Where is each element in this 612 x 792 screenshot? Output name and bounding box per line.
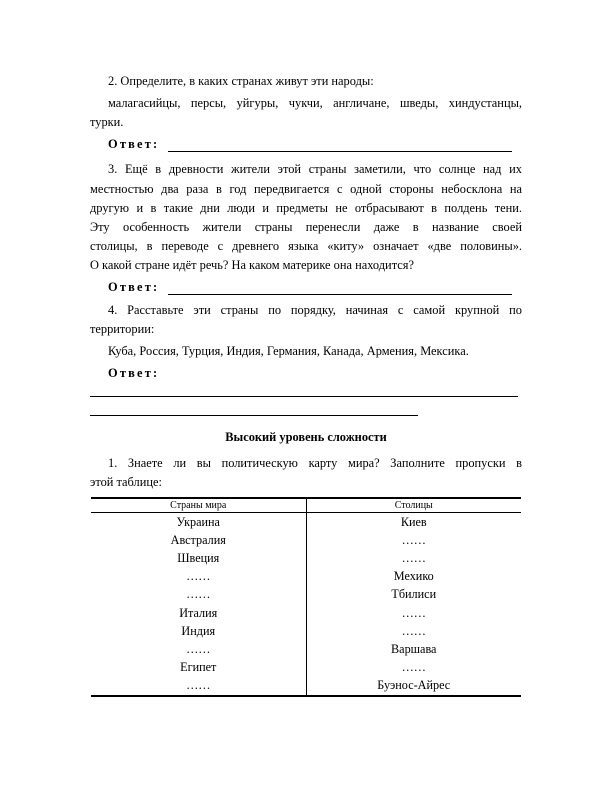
q3-line-6: О какой стране идёт речь? На каком материке она находится? — [90, 258, 414, 272]
country-cell: Швеция — [91, 549, 306, 567]
table-header-row — [91, 498, 521, 513]
table-row — [91, 549, 521, 567]
capital-cell[interactable]: …… — [401, 623, 426, 638]
q3-answer-label: Ответ: — [108, 280, 160, 294]
section-title: Высокий уровень сложности — [225, 430, 387, 444]
q4-answer-line-1[interactable] — [90, 396, 518, 397]
q4-line-1: 4. Расставьте эти страны по порядку, начиная с самой крупной по — [108, 303, 522, 317]
capital-cell[interactable]: …… — [401, 605, 426, 620]
table-row — [91, 604, 521, 622]
country-cell[interactable]: …… — [91, 677, 306, 696]
table-row — [91, 531, 521, 549]
capital-cell[interactable]: …… — [401, 532, 426, 547]
q2-peoples-list-end: турки. — [90, 115, 124, 129]
capital-cell: Мехико — [393, 569, 434, 584]
capital-cell[interactable]: …… — [401, 660, 426, 675]
q3-line-5: столицы, в переводе с древнего языка «киту» означает «две половины». — [90, 239, 522, 253]
capitals-table — [91, 497, 521, 697]
country-cell: Италия — [91, 604, 306, 622]
q1-line-1: 1. Знаете ли вы политическую карту мира? Заполните пропуски в — [108, 456, 522, 470]
header-capitals: Столицы — [306, 498, 521, 513]
q1-line-2: этой таблице: — [90, 475, 162, 489]
q4-countries-list: Куба, Россия, Турция, Индия, Германия, Канада, Армения, Мексика. — [108, 344, 469, 358]
q3-line-1: 3. Ещё в древности жители этой страны заметили, что солнце над их — [108, 162, 522, 176]
capital-cell: Тбилиси — [391, 587, 437, 602]
q2-answer-line[interactable] — [168, 151, 512, 152]
q2-peoples-list: малагасийцы, персы, уйгуры, чукчи, англичане, шведы, хиндустанцы, — [108, 96, 522, 110]
table-row — [91, 513, 521, 532]
q4-answer-label: Ответ: — [108, 366, 160, 380]
capital-cell: Варшава — [391, 641, 437, 656]
capital-cell: Буэнос-Айрес — [377, 678, 451, 693]
table-row — [91, 659, 521, 677]
table-row — [91, 677, 521, 696]
capital-cell: Киев — [400, 514, 427, 529]
country-cell[interactable]: …… — [91, 586, 306, 604]
q2-answer-label: Ответ: — [108, 137, 160, 151]
country-cell: Египет — [91, 659, 306, 677]
country-cell: Индия — [91, 622, 306, 640]
q4-answer-line-2[interactable] — [90, 415, 418, 416]
q4-line-2: территории: — [90, 322, 155, 336]
q2-title: 2. Определите, в каких странах живут эти народы: — [108, 74, 374, 88]
q3-line-2: местностью два раза в год передвигается с одной стороны небосклона на — [90, 182, 522, 196]
table-row — [91, 640, 521, 658]
q3-line-3: другую и в такие дни люди и предметы не отбрасывают в полдень тени. — [90, 201, 522, 215]
country-cell[interactable]: …… — [91, 568, 306, 586]
country-cell[interactable]: …… — [91, 640, 306, 658]
table-row — [91, 568, 521, 586]
q3-line-4: Эту особенность жители страны перенесли даже в название своей — [90, 220, 522, 234]
q3-answer-line[interactable] — [168, 294, 512, 295]
header-countries: Страны мира — [91, 498, 306, 513]
table-row — [91, 622, 521, 640]
country-cell: Австралия — [91, 531, 306, 549]
country-cell: Украина — [91, 513, 306, 532]
capital-cell[interactable]: …… — [401, 550, 426, 565]
table-row — [91, 586, 521, 604]
